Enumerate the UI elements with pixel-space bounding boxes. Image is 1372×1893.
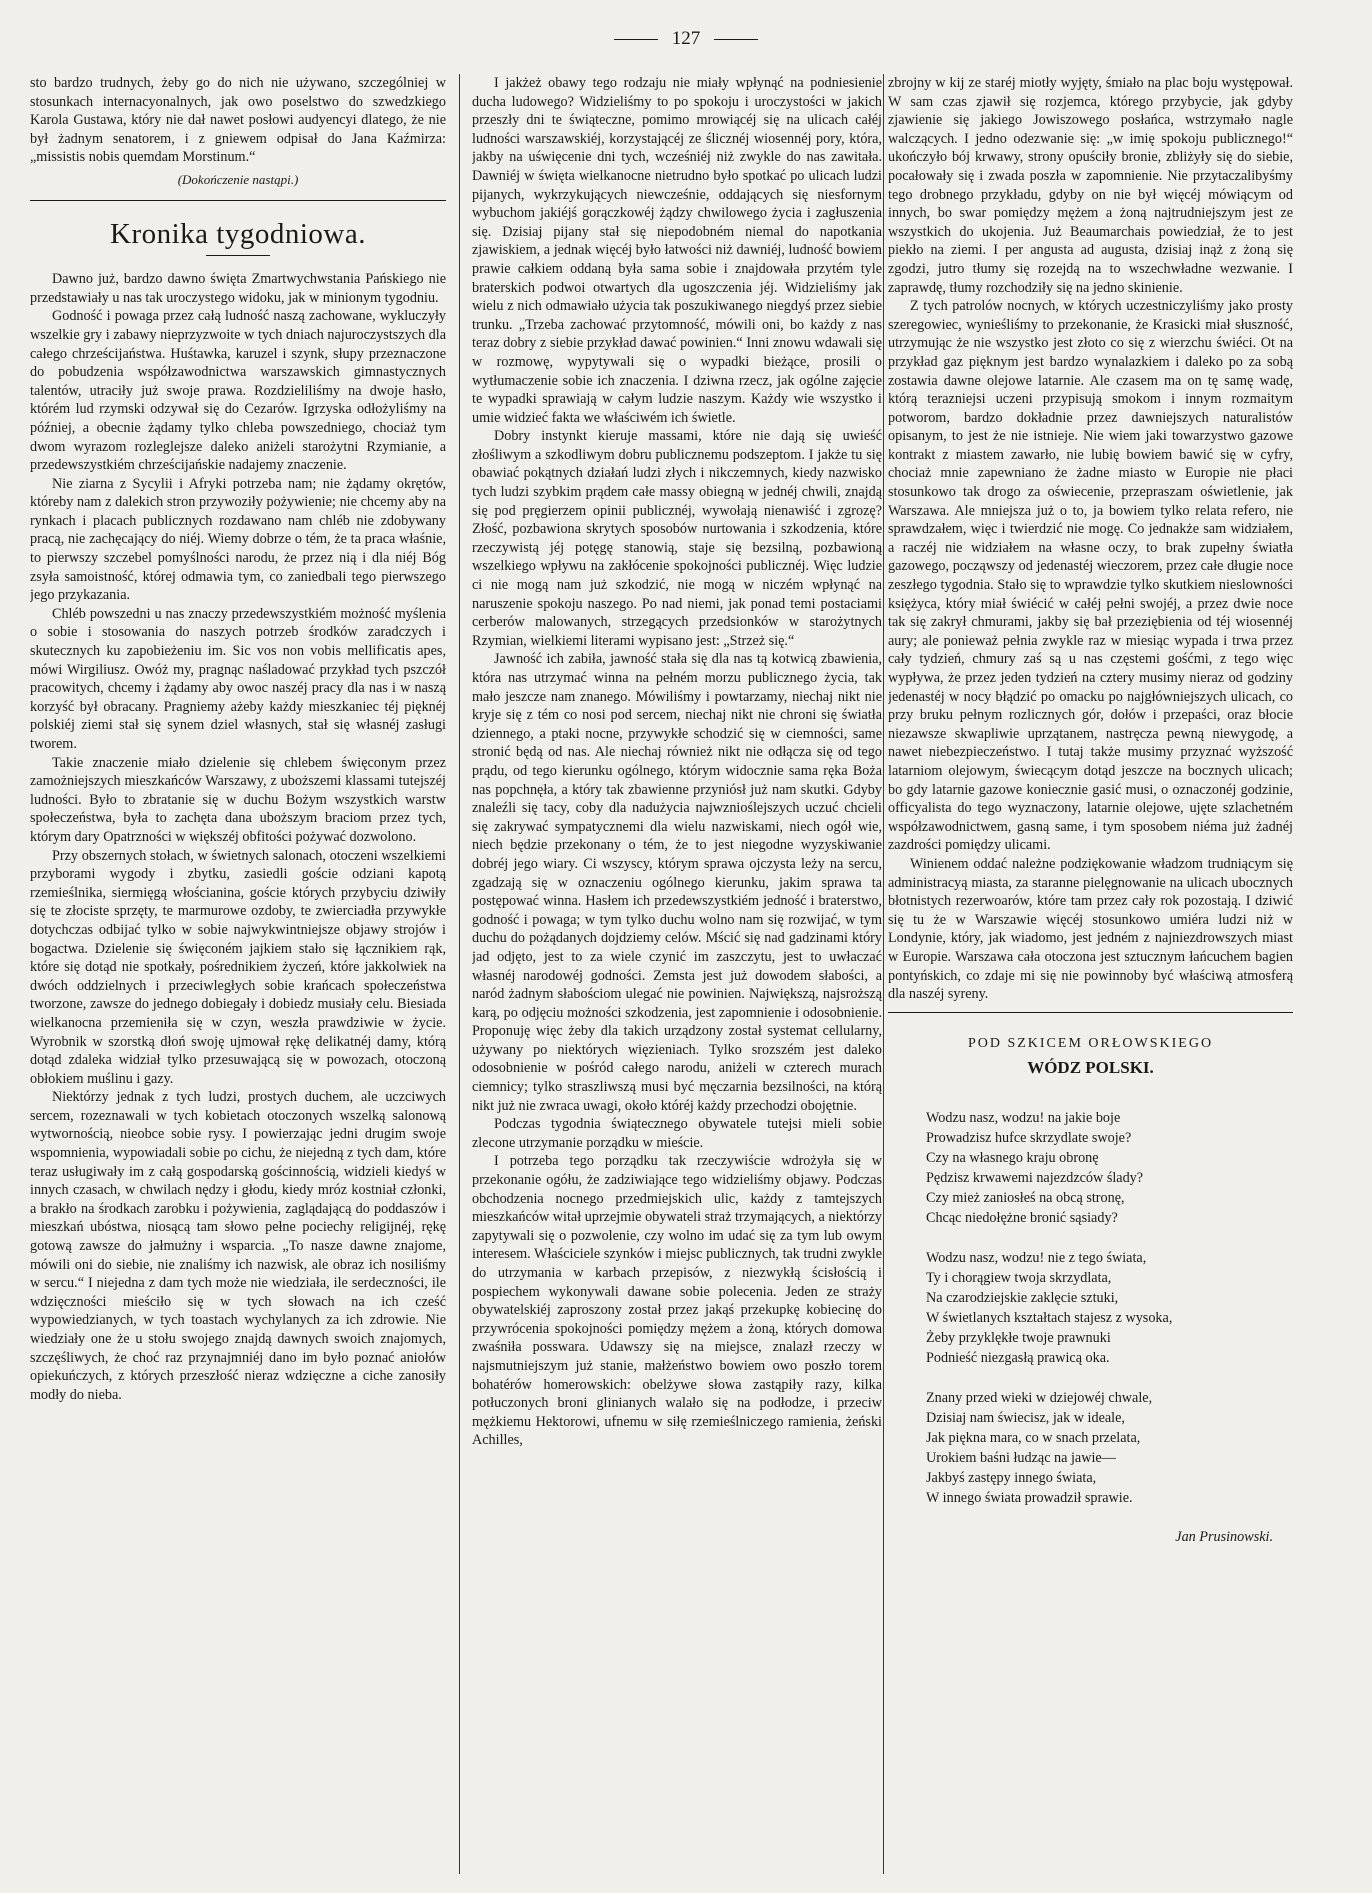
poem-line: Czy na własnego kraju obronę <box>926 1149 1099 1166</box>
poem-author: Jan Prusinowski. <box>1175 1528 1273 1545</box>
paragraph: Podczas tygodnia świątecznego obywatele tutejsi mieli sobie zlecone utrzymanie porządku w mieście. <box>472 1116 882 1151</box>
poem-line: Prowadzisz hufce skrzydlate swoje? <box>926 1129 1132 1146</box>
paragraph: zbrojny w kij ze staréj miotły wyjęty, śmiało na plac boju występował. W sam czas zjawił się rozjemca, którego przybycie, jak gdyby zjawienie się jakiego Jowiszowego posłańca, wstrzymało nagle walczących. I jedno odezwanie się: „w imię spokoju publicznego!“ ukończyło bój krwawy, strony opuściły bronie, zbliżyły się do siebie, pocałowały się i zwada poszła w zapomnienie. Nie przytaczalibyśmy tego drobnego przykładu, gdyby on nie był więcéj mówiącym od innych, bo swar pomiędzy mężem a żoną najtrudniejszym jest ze wszystkich do ukojenia. Już Beaumarchais powiedział, że to jest piekło na ziemi. I per angusta ad augusta, dzisiaj inąż z żoną się zgodzi, jutro tłumy się rozejdą na to wszechwładne wezwanie. I zaprawdę, tłumy rozchodziły się na jedno skinienie. <box>888 75 1293 296</box>
article-continuation: sto bardzo trudnych, żeby go do nich nie używano, szczególniej w stosunkach internacyonalnych, jak owo poselstwo do szwedzkiego Karola Gustawa, który nie dał nawet posłowi audyencyi dlatego, że nie był żadnym senatorem, i z gniewem odpisał do Jana Kaźmirza: „missistis nobis quemdam Morstinum.“ <box>30 75 446 166</box>
paragraph: Niektórzy jednak z tych ludzi, prostych duchem, ale uczciwych sercem, rozeznawali w tych kobietach otoczonych wszelką salonową wytwornością, nieobce sobie rysy. I powierzając jedni drugim swoje wspomnienia, wypowiadali sobie po cichu, że niejedną z tych dam, które teraz usługiwały im z całą gospodarską gościnnością, widzieli kiedyś w innych czasach, w chwilach nędzy i głodu, kiedy mróz kostniał członki, a brakło na środkach zarobku i pożywienia, zaglądającą do poddaszów i mieszkań ubóstwa, niosącą tam słowo pełne pociechy religijnéj, rękę gotową zawsze do jałmużny i wsparcia. „To nasze dawne znajome, mówili oni do siebie, nie znaliśmy ich nazwisk, ale obraz ich nosiliśmy w sercu.“ I niejedna z dam tych może nie wiedziała, ile serdeczności, ile wdzięczności mieściło się w tych słowach na ich cześć wypowiedzianych, w tych toastach wychylanych za ich zdrowie. Nie wiedziały one że u stołu swojego znajdą dawnych swoich znajomych, szczęśliwych, że choć raz przynajmniéj dano im było poznać aniołów opiekuńczych, z których przeszłość nieraz wdzięczne a ciche zanosiły modły do nieba. <box>30 1089 446 1403</box>
poem-line: Czy mież zaniosłeś na obcą stronę, <box>926 1189 1125 1206</box>
paragraph: Przy obszernych stołach, w świetnych salonach, otoczeni wszelkiemi przyborami wygody i zbytku, zasiedli goście odziani kapotą rzemieślnika, siermięgą włościanina, goście których przybyciu dziwiły się te złociste sprzęty, te marmurowe ozdoby, te zwierciadła przywykłe dotychczas odbijać tylko w sobie najwykwintniejsze objawy strojów i bogactwa. Dzielenie się święconém jajkiem stało się łącznikiem rąk, które się dotąd nie spotkały, pośrednikiem życzeń, które jakkolwiek na dwóch oddzielnych i przeciwległych sobie krańcach społeczeństwa tworzone, zawsze do jednego dobiegały i dobiedz musiały celu. Biesiada wielkanocna przemieniła się w czyn, weszła prawdziwie w życie. Wyrobnik w szorstką dłoń swoję ujmował rękę delikatnéj damy, którą dotąd zdaleka widział tylko przesuwającą się w powozach, otoczoną obłokiem muślinu i gazy. <box>30 847 446 1087</box>
paragraph: Dobry instynkt kieruje massami, które nie dają się uwieść złośliwym a szkodliwym dobru publicznemu podszeptom. I jakże tu się obawiać pokątnych działań ludzi złych i nikczemnych, kiedy nazwisko tych ludzi szybkim prądem całe massy obiegną w jednéj chwili, znajdą się pod pręgierzem opinii publicznéj, wywołają nienawiść i zgrozę? Złość, pozbawiona skrytych sposobów nurtowania i szkodzenia, które rzeczywistą jéj potęgę stanowią, staje się bezsilną, pozbawioną wszelkiego wpływu na zakłócenie spokojności publicznéj. Więc ludzie ci nie mogą nam już szkodzić, nie mogą w niczém wpłynąć na naruszenie spokoju naszego. Po nad niemi, jak ponad temi postaciami cerberów malowanych, strzegących przedsionków w starożytnych Rzymian, wielkiemi literami wypisano jest: „Strzeż się.“ <box>472 428 882 649</box>
poem-line: Podnieść niezgasłą prawicą oka. <box>926 1349 1110 1366</box>
paragraph: Nie ziarna z Sycylii i Afryki potrzeba nam; nie żądamy okrętów, któreby nam z dalekich stron przywoziły pożywienie; nie chcemy aby na rynkach i placach publicznych rozdawano nam chléb nie zdobywany pracą, nie zachęcający do niéj. Wiemy dobrze o tém, że ta praca właśnie, to pierwszy szczebel pomyślności narodu, że przez nią i dla niéj Bóg zsyła samoistność, której odmawia tym, co zaniedbali tego pierwszego jego przykazania. <box>30 475 446 604</box>
paragraph: Takie znaczenie miało dzielenie się chlebem święconym przez zamożniejszych mieszkańców Warszawy, z uboższemi klassami tutejszéj ludności. Było to zbratanie się w duchu Bożym wszystkich warstw społeczeństwa, była to zachęta dana uboższym braciom przez tych, którym dary Opatrzności w większéj obfitości pożywać dozwolono. <box>30 754 446 845</box>
stanza <box>926 1388 1293 1508</box>
paragraph: Winienem oddać należne podziękowanie władzom trudniącym się administracyą miasta, za staranne pielęgnowanie na ulicach ubocznych błotnistych rezerwoarów, które tam przez cały rok pozostają. I dziwić się tu że w Warszawie więcéj stosunkowo umiéra ludzi niż w Londynie, który, jak wiadomo, jest jedném z najniezdrowszych miast w Europie. Warszawa cała otoczona jest sztucznym łańcuchem bagien pontyńskich, co zdaje mi się nie powinnoby być właściwą atmosferą dla naszéj syreny. <box>888 855 1293 1003</box>
section-divider <box>30 200 446 201</box>
poem <box>926 1108 1293 1508</box>
poem-line: Chcąc niedołężne bronić sąsiady? <box>926 1209 1118 1226</box>
poem-line: W innego świata prowadził sprawie. <box>926 1489 1133 1506</box>
column-3 <box>888 74 1293 1874</box>
to-be-continued-note: (Dokończenie nastąpi.) <box>177 171 299 187</box>
column-2 <box>472 74 882 1874</box>
poem-title: WÓDZ POLSKI. <box>1027 1058 1154 1078</box>
column-divider <box>459 74 460 1874</box>
stanza <box>926 1108 1293 1228</box>
column-1 <box>30 74 446 1874</box>
poem-line: Ty i chorągiew twoja skrzydlata, <box>926 1269 1112 1286</box>
heading-rule <box>206 255 270 256</box>
poem-line: Pędzisz krwawemi najezdzców ślady? <box>926 1169 1144 1186</box>
paragraph: Godność i powaga przez całą ludność naszą zachowane, wykluczyły wszelkie gry i zabawy nieprzyzwoite w tych dniach najuroczystszych dla całego chrześcijaństwa. Huśtawka, karuzel i szynk, słupy przeznaczone do pobudzenia współzawodnictwa warszawskich gimnastycznych talentów, utraciły już swoje prawa. Rozdzieliliśmy na dwoje hasło, którém lud rzymski odzywał się do Cezarów. Igrzyska odłożyliśmy na później, a obecnie żądamy tylko chleba powszedniego, chociaż tym dwom wyrazom rozleglejsze daleko aniżeli starożytni Rzymianie, a przedewszystkiém chrześcijańskie nadajemy znaczenie. <box>30 308 446 474</box>
stanza <box>926 1248 1293 1368</box>
poem-line: Jakbyś zastępy innego świata, <box>926 1469 1097 1486</box>
poem-line: Wodzu nasz, wodzu! nie z tego świata, <box>926 1249 1147 1266</box>
section-heading: Kronika tygodniowa. <box>110 217 366 250</box>
poem-line: W świetlanych kształtach stajesz z wysoka, <box>926 1309 1173 1326</box>
paragraph: I jakżeż obawy tego rodzaju nie miały wpłynąć na podniesienie ducha ludowego? Widzieliśmy to po spokoju i uroczystości w jakich przeszły dni te świąteczne, pomimo mrowiącéj się na ulicach całéj ludności warszawskiéj, korzystającéj ze ślicznéj wiosennéj pory, która, jakby na uświęcenie dni tych, wcześniéj niż zwykle do nas zawitała. Dawniéj w święta wielkanocne nietrudno było spotkać po ulicach ludzi pijanych, wykrzykujących niewcześnie, oddających się niesfornym wybuchom jakiéjś gorączkowéj żądzy chwilowego życia i zagłuszenia się. Dzisiaj pijany stał się niepodobném niemal do napotkania zjawiskiem, a jednak więcéj było łatwości niż dawniéj, ludność bowiem prawie całkiem oddaną była sama sobie i znajdowała przytém tyle braterskich podwoi otwartych dla ugoszczenia jéj. Widzieliśmy jak wielu z nich odmawiało użycia tak poszukiwanego niegdyś przez siebie trunku. „Trzeba zachować przytomność, mówili oni, bo każdy z nas teraz dobry z siebie przykład dawać powinien.“ Inni znowu wdawali się w rozmowę, wypytywali się o wypadki bieżące, prosili o wytłumaczenie sobie ich znaczenia. I dziwna rzecz, jak ogólne zajęcie te wypadki sprawiają w całym ludzie naszym. Każdy wie wszystko i umie widzieć fakta we właściwém ich świetle. <box>472 75 882 426</box>
paragraph: Jawność ich zabiła, jawność stała się dla nas tą kotwicą zbawienia, która nas utrzymać winna na pełném morzu publicznego życia, tak mało jeszcze nam znanego. Mówiliśmy i powtarzamy, niechaj nikt nie kryje się z tém co nosi pod sercem, niechaj nikt nie chroni się światła dziennego, a ptaki nocne, przywykłe schodzić się w ciemności, same stronić będą od nas. Ale niechaj również nikt nie odłącza się od tego prądu, od tego kierunku ogólnego, którym widocznie sama ręka Boża nas popchnęła, a który tak zbawienne przyniósł już nam skutki. Gdyby znaleźli się tacy, coby dla nadużycia najwznioślejszych uczuć chcieli się zakrywać sympatycznemi dla wielu nazwiskami, niech ogół wie, niech będzie przekonany o tém, że to jest niegodne wyzyskiwanie dobréj jego wiary. Ci wszyscy, którym sprawa ojczysta leży na sercu, zgadzają się w oznaczeniu ogólnego kierunku, jakim sprawa ta postępować winna. Hasłem ich przedewszystkiém jedność i braterstwo, godność i powaga; w tym tylko duchu wolno nam się rozwijać, w tym duchu do pożądanych dojdziemy celów. Mścić się nad gadzinami który jad odjęto, jest to za wiele czynić im zaszczytu, jest to uwłaczać własnéj narodowéj godności. Zemsta jest już dowodem słabości, a naród żadnym słabościom ulegać nie powinien. Największą, najsroższą karą, po odjęciu możności szkodzenia, jest zapomnienie i odosobnienie. Proponuję więc żeby dla takich urządzony został systemat cellularny, używany po niektórych więzieniach. Tylko srozszém jest daleko odosobnienie w pośród całego narodu, aniżeli w czterech murach ciemnicy; tylko straszliwszą musi być męczarnia bezsilności, na którą nikt już nie zwraca uwagi, około któréj każdy przechodzi obojętnie. <box>472 651 882 1114</box>
paragraph: Chléb powszedni u nas znaczy przedewszystkiém możność myślenia o sobie i stosowania do naszych potrzeb środków zaradczych i skutecznych ku zapobieżeniu im. Sic vos non vobis mellificatis apes, mówi Wirgiliusz. Owóż my, pragnąc naśladować przykład tych pszczół pracowitych, chcemy i żądamy aby owoc naszéj pracy dla nas i w naszą korzyść był obracany. Pragniemy ażeby każdy mieszkaniec téj pięknéj polskiéj ziemi stał się synem dziel własnych, stał się własnéj zasługi tworem. <box>30 605 446 752</box>
poem-line: Dzisiaj nam świecisz, jak w ideale, <box>926 1409 1125 1426</box>
paragraph: Dawno już, bardzo dawno święta Zmartwychwstania Pańskiego nie przedstawiały u nas tak uroczystego widoku, jak w minionym tygodniu. <box>30 271 446 306</box>
poem-line: Żeby przyklękłe twoje prawnuki <box>926 1329 1111 1346</box>
page-number: 127 <box>0 28 1372 50</box>
poem-line: Na czarodziejskie zaklęcie sztuki, <box>926 1289 1119 1306</box>
section-divider <box>888 1012 1293 1013</box>
poem-line: Znany przed wieki w dziejowéj chwale, <box>926 1389 1153 1406</box>
poem-line: Jak piękna mara, co w snach przelata, <box>926 1429 1141 1446</box>
paragraph: I potrzeba tego porządku tak rzeczywiście wdrożyła się w przekonanie ogółu, że zadziwiające tego widzieliśmy objawy. Podczas obchodzenia nocnego przedmiejskich ulic, każdy z tamtejszych mieszkańców witał uprzejmie obywateli straż trzymających, a niektórzy zapytywali się o pozwolenie, czy wolno im udać się za tym lub owym interesem. Właściciele szynków i miejsc publicznych, tak trudni zwykle do utrzymania w karbach przepisów, z niezwykłą ścisłością i pospiechem wykonywali dawane sobie polecenia. Jeden ze straży obywatelskiéj zaproszony został przez jakąś przekupkę kobiecinę do przywrócenia spokojności pomiędzy mężem a żoną, których domowa zwaśniła posswara. Udawszy się na miejsce, znalazł rzeczy w najsmutniejszym już stanie, małżeństwo bowiem owo poszło torem bohatérów homerowskich: obelżywe słowa zastąpiły razy, kilka potłuczonych broni glinianych walało się na podłodze, i przeciw mężkiemu Hektorowi, ufnemu w siłę rzemieślniczego ramienia, żeński Achilles, <box>472 1153 882 1449</box>
poem-line: Urokiem baśni łudząc na jawie— <box>926 1449 1116 1466</box>
poem-line: Wodzu nasz, wodzu! na jakie boje <box>926 1109 1121 1126</box>
poem-heading: POD SZKICEM ORŁOWSKIEGO <box>967 1035 1214 1051</box>
column-divider <box>883 74 884 1874</box>
paragraph: Z tych patrolów nocnych, w których uczestniczyliśmy jako prosty szeregowiec, wynieśliśmy to przekonanie, że Krasicki miał słuszność, utrzymując że nie wszystko jest złoto co się z wierzchu świéci. Ot na przykład gaz pięknym jest bardzo wynalazkiem i daleko po za sobą zostawia dawne olejowe latarnie. Ale czasem ma on tę samę wadę, którą terazniejsi uczeni przypisują smokom i innym rozmaitym potworom, bardzo dokładnie przez dawniejszych naturalistów opisanym, to jest że nie istnieje. Nie wiem jaki towarzystwo gazowe kontrakt z miastem zawarło, nie lubię bowiem bawić się w cyfry, chociaż mnie zapewniano że żadne miasto w Europie nie płaci stosunkowo tak drogo za oświecenie, przepraszam oświetlenie, jak Warszawa. Ale mniejsza już o to, ja bowiem tylko relata refero, nie sprawdzałem, więc i twierdzić nie mogę. Co jednakże sam widziałem, a raczéj nie widziałem na własne oczy, to brak zupełny światła gazowego, począwszy od jedenastéj wieczorem, przez całe długie noce zeszłego tygodnia. Stało się to wprawdzie tylko skutkiem nieslowności księżyca, który miał świécić w całéj pełni swojéj, a przez dwie noce tak się zakrył chmurami, jakby się bał przeziębienia od téj wiosennéj aury; ale ponieważ pełnia zwykle raz w miesiąc wypada i trwa przez cały tydzień, chmury zaś są u nas częstemi gośćmi, z tego więc wypływa, że przez jeden tydzień na cztery musimy nieraz od godziny jedenastéj w nocy błądzić po omacku po najgłówniejszych ulicach, co przy bruku pełnym rozlicznych gór, dołów i przepaści, oraz błocie niezawsze skwapliwie uprzątanem, nastręcza pewną niewygodę, a nawet niebezpieczeństwo. I tutaj także musimy przyznać wyższość latarniom olejowym, świecącym dotąd jeszcze na bocznych ulicach; bo gdy latarnie gazowe koniecznie gasić musi, o oznaczonéj godzinie, officyalista do tego wyznaczony, latarnie olejowe, ujęte szlachetném współzawodnictwem, gasną same, i tym sposobem niéma już żadnéj zazdrości pomiędzy ulicami. <box>888 298 1293 854</box>
